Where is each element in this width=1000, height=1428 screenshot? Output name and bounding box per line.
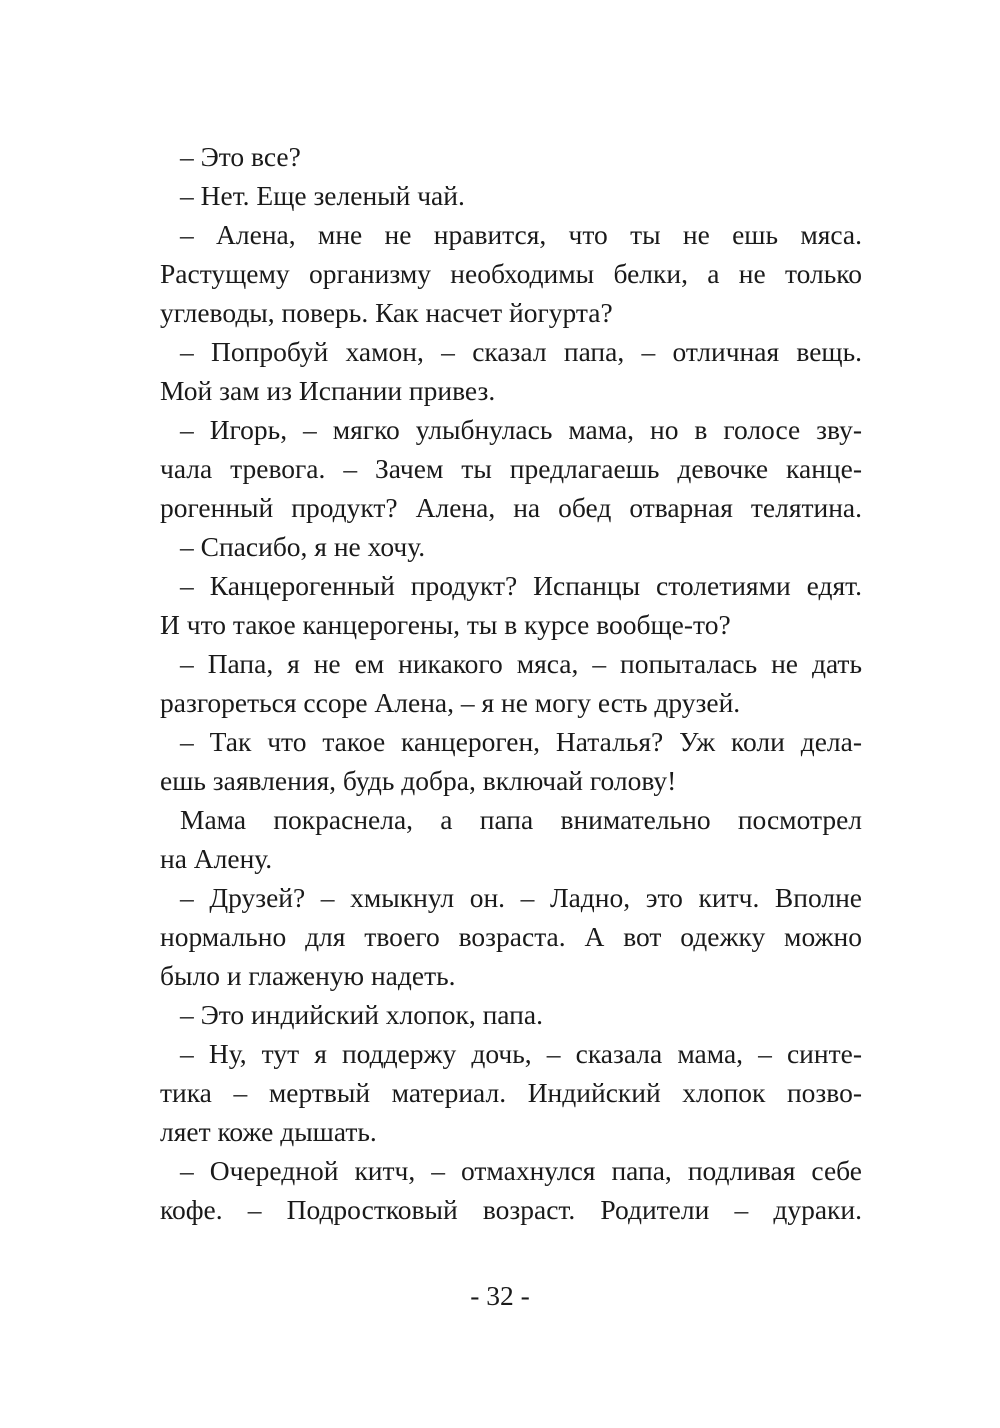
- text-line: рогенный продукт? Алена, на обед отварная телятина.: [160, 492, 862, 523]
- text-line: – Спасибо, я не хочу.: [180, 531, 426, 562]
- text-line: разгореться ссоре Алена, – я не могу есть друзей.: [160, 687, 741, 718]
- body-text: [160, 137, 862, 1229]
- text-line: – Это индийский хлопок, папа.: [180, 999, 543, 1030]
- text-line: И что такое канцерогены, ты в курсе вообще-то?: [160, 609, 731, 640]
- text-line: тика – мертвый материал. Индийский хлопок позво-: [160, 1077, 862, 1108]
- text-line: – Друзей? – хмыкнул он. – Ладно, это китч. Вполне: [180, 882, 862, 913]
- text-line: чала тревога. – Зачем ты предлагаешь девочке канце-: [160, 453, 862, 484]
- text-line: – Это все?: [180, 141, 301, 172]
- text-line: – Очередной китч, – отмахнулся папа, подливая себе: [180, 1155, 862, 1186]
- text-line: – Ну, тут я поддержу дочь, – сказала мама, – синте-: [180, 1038, 862, 1069]
- text-line: Растущему организму необходимы белки, а не только: [160, 258, 862, 289]
- text-line: было и глаженую надеть.: [160, 960, 456, 991]
- text-line: – Алена, мне не нравится, что ты не ешь мяса.: [180, 219, 862, 250]
- text-line: – Попробуй хамон, – сказал папа, – отличная вещь.: [180, 336, 862, 367]
- text-line: Мой зам из Испании привез.: [160, 375, 496, 406]
- text-line: ешь заявления, будь добра, включай голову!: [160, 765, 677, 796]
- text-line: – Игорь, – мягко улыбнулась мама, но в голосе зву-: [180, 414, 862, 445]
- text-line: углеводы, поверь. Как насчет йогурта?: [160, 297, 613, 328]
- text-line: на Алену.: [160, 843, 273, 874]
- text-line: – Так что такое канцероген, Наталья? Уж коли дела-: [180, 726, 862, 757]
- text-line: Мама покраснела, а папа внимательно посмотрел: [180, 804, 862, 835]
- text-line: – Папа, я не ем никакого мяса, – попыталась не дать: [180, 648, 862, 679]
- text-line: – Нет. Еще зеленый чай.: [180, 180, 465, 211]
- text-line: ляет коже дышать.: [160, 1116, 377, 1147]
- page-number: - 32 -: [470, 1280, 530, 1311]
- text-line: кофе. – Подростковый возраст. Родители – дураки.: [160, 1194, 862, 1225]
- text-line: нормально для твоего возраста. А вот одежку можно: [160, 921, 862, 952]
- text-line: – Канцерогенный продукт? Испанцы столетиями едят.: [180, 570, 862, 601]
